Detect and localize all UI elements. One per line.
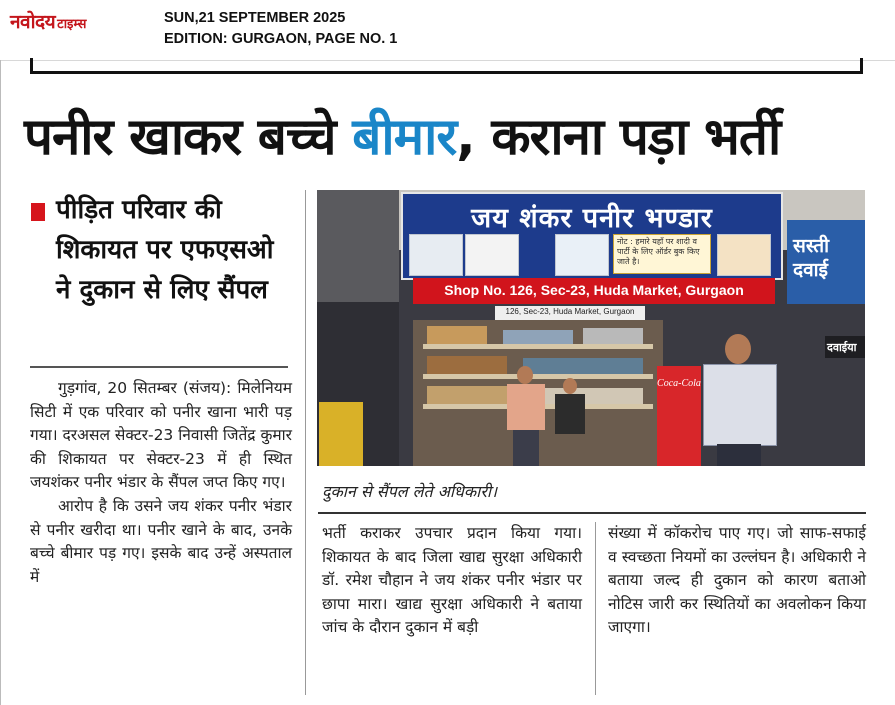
photo-person-body [555, 394, 585, 434]
photo-goods [523, 358, 643, 374]
photo-shelf [423, 344, 653, 349]
page-edge-line [0, 60, 1, 705]
top-frame-rule [30, 58, 863, 74]
photo-caption: दुकान से सैंपल लेते अधिकारी। [322, 482, 498, 501]
logo-text: नवोदय [10, 11, 56, 33]
photo-person-body [507, 384, 545, 430]
article-headline [24, 98, 884, 178]
subhead-divider [30, 366, 288, 368]
photo-goods [583, 328, 643, 344]
photo-goods [503, 330, 573, 344]
photo-shelf [423, 374, 653, 379]
photo-crates [319, 402, 363, 466]
article-column-3 [608, 522, 866, 640]
photo-address-band [413, 278, 775, 304]
photo-right-signboard [787, 220, 865, 304]
column-divider-left [305, 190, 306, 695]
article-subhead: पीड़ित परिवार की शिकायत पर एफएसओ ने दुकान से लिए सैंपल [56, 195, 274, 305]
photo-right-small-sign-text: दवाईया [827, 341, 857, 354]
photo-right-small-sign [825, 336, 865, 358]
column-1-paragraph-2: आरोप है कि उसने जय शंकर पनीर भंडार से पनीर खरीदा था। पनीर खाने के बाद, उनके बच्चे बीमार पड़ गए। इसके बाद उन्हें अस्पताल में [30, 496, 292, 586]
column-2-paragraph: भर्ती कराकर उपचार प्रदान किया गया। शिकायत के बाद जिला खाद्य सुरक्षा अधिकारी डॉ. रमेश चौहान ने जय शंकर पनीर भंडार पर छापा मारा। खाद्य सुरक्षा अधिकारी ने बताया जांच के दौरान दुकान में बड़ी [322, 524, 582, 637]
edition-date: SUN,21 SEPTEMBER 2025 [164, 10, 346, 26]
caption-divider [318, 512, 866, 514]
photo-sign-poster [465, 234, 519, 276]
edition-page: EDITION: GURGAON, PAGE NO. 1 [164, 31, 398, 47]
headline-part-2: , कराना पड़ा भर्ती [456, 108, 781, 167]
edition-header [0, 0, 895, 61]
photo-sign-poster [409, 234, 463, 276]
column-1-paragraph-1: गुड़गांव, 20 सितम्बर (संजय): मिलेनियम सिटी में एक परिवार को पनीर खाना भारी पड़ गया। दरअसल सेक्टर-23 निवासी जितेंद्र कुमार की शिकायत पर सेक्टर-23 में ही स्थित जयशंकर पनीर भंडार के सैंपल जप्त किए गए। [30, 379, 292, 492]
headline-part-1: पनीर खाकर बच्चे [24, 108, 353, 167]
photo-sign-poster [555, 234, 609, 276]
photo-person-head [725, 334, 751, 364]
article-column-2 [322, 522, 582, 640]
subhead-bullet-icon [31, 203, 45, 221]
photo-fridge [657, 366, 701, 466]
photo-sign-note: नोट : हमारे यहाँ पर शादी व पार्टी के लिए ऑर्डर बुक किए जाते है। [613, 234, 711, 274]
column-3-paragraph: संख्या में कॉकरोच पाए गए। जो साफ-सफाई व स्वच्छता नियमों का उल्लंघन है। अधिकारी ने बताया जल्द ही दुकान को कारण बताओ नोटिस जारी कर स्थितियों का अवलोकन किया जाएगा। [608, 524, 866, 637]
photo-small-address-band [495, 306, 645, 320]
column-divider-middle [595, 522, 596, 695]
photo-goods [427, 326, 487, 344]
headline-accent: बीमार [352, 108, 457, 167]
photo-person-head [517, 366, 533, 384]
photo-shop-signboard [401, 192, 783, 280]
newspaper-logo [10, 8, 86, 34]
logo-subtext: टाइम्स [57, 17, 87, 32]
photo-address-text: Shop No. 126, Sec-23, Huda Market, Gurgaon [444, 282, 744, 298]
photo-goods [427, 356, 507, 374]
photo-person-legs [513, 430, 539, 466]
photo-person-legs [717, 444, 761, 466]
photo-shop-sign-text: जय शंकर पनीर भण्डार [471, 203, 713, 234]
photo-person-body [703, 364, 777, 446]
article-column-1 [30, 377, 292, 589]
photo-right-sign-text: सस्ती दवाई [793, 235, 829, 281]
photo-sign-poster [717, 234, 771, 276]
photo-small-address-text: 126, Sec-23, Huda Market, Gurgaon [505, 307, 635, 316]
photo-fridge-label: Coca-Cola [657, 378, 701, 389]
article-photo [317, 190, 865, 466]
photo-person-head [563, 378, 577, 394]
